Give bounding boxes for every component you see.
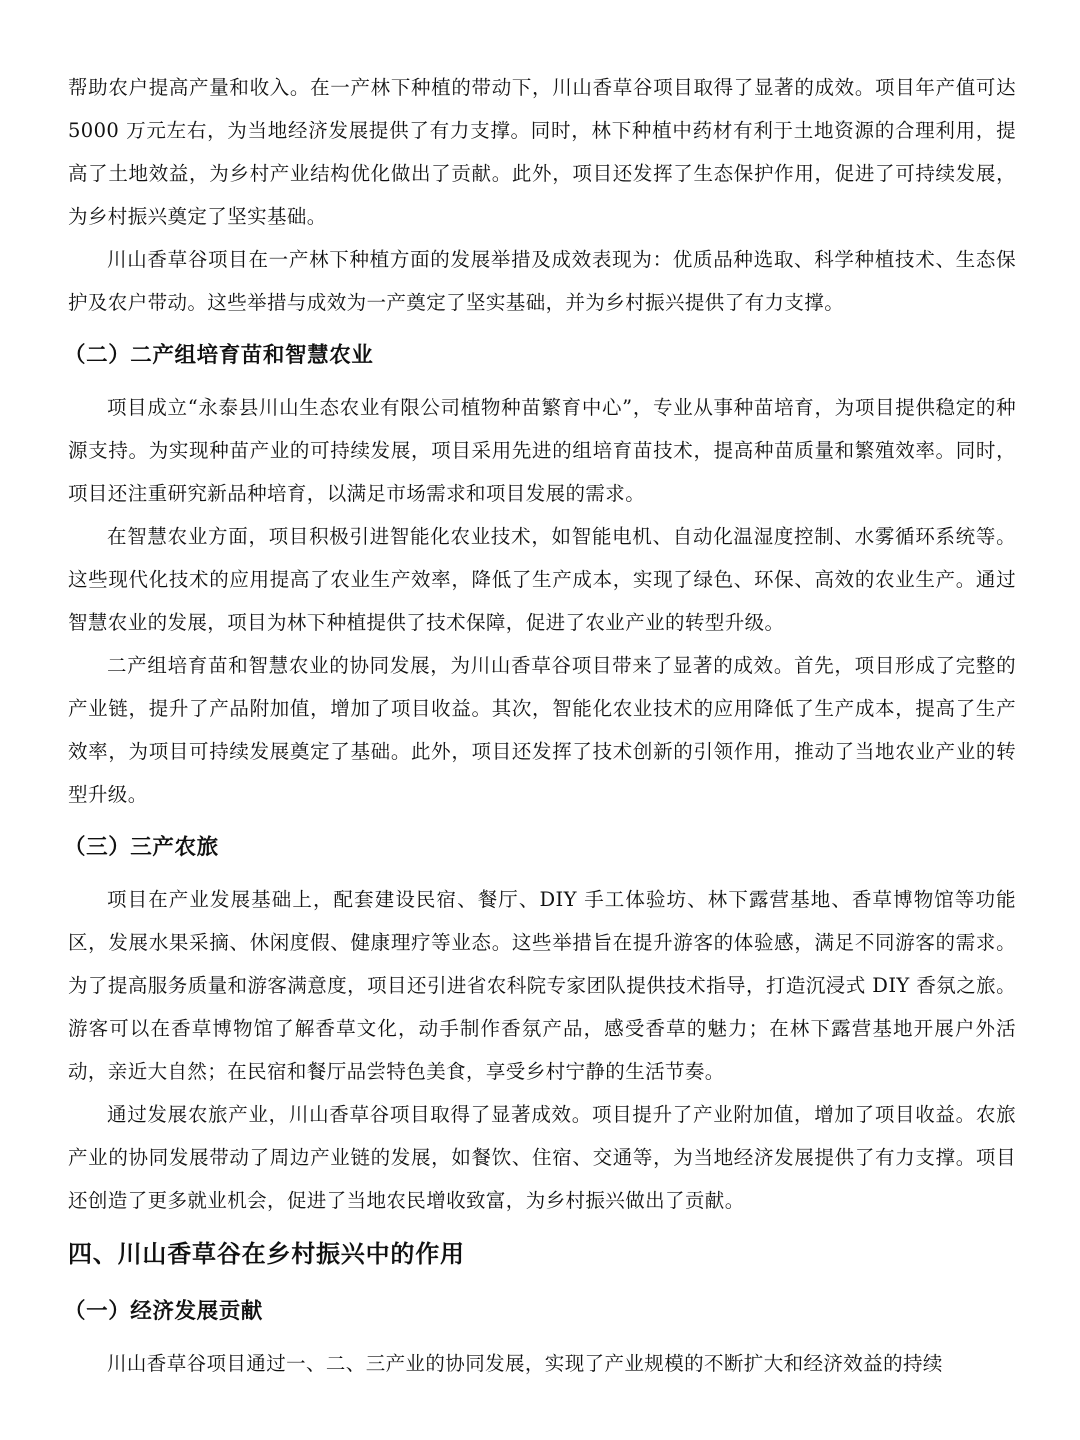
document-page xyxy=(64,66,1016,1385)
paragraph-agritourism-facilities: 项目在产业发展基础上，配套建设民宿、餐厅、DIY 手工体验坊、林下露营基地、香草博物馆等功能区，发展水果采摘、休闲度假、健康理疗等业态。这些举措旨在提升游客的体验感，满足不同游客的需求。为了提高服务质量和游客满意度，项目还引进省农科院专家团队提供技术指导，打造沉浸式 DIY 香氛之旅。游客可以在香草博物馆了解香草文化，动手制作香氛产品，感受香草的魅力；在林下露营基地开展户外活动，亲近大自然；在民宿和餐厅品尝特色美食，享受乡村宁静的生活节奏。 xyxy=(68,888,1016,1083)
subheading-economic-contribution: （一）经济发展贡献 xyxy=(64,1299,263,1324)
paragraph-seedling-center: 项目成立“永泰县川山生态农业有限公司植物种苗繁育中心”，专业从事种苗培育，为项目提供稳定的种源支持。为实现种苗产业的可持续发展，项目采用先进的组培育苗技术，提高种苗质量和繁殖效率。同时，项目还注重研究新品种培育，以满足市场需求和项目发展的需求。 xyxy=(68,396,1016,505)
paragraph-smart-agriculture: 在智慧农业方面，项目积极引进智能化农业技术，如智能电机、自动化温湿度控制、水雾循环系统等。这些现代化技术的应用提高了农业生产效率，降低了生产成本，实现了绿色、环保、高效的农业生产。通过智慧农业的发展，项目为林下种植提供了技术保障，促进了农业产业的转型升级。 xyxy=(68,525,1016,634)
paragraph-secondary-results: 二产组培育苗和智慧农业的协同发展，为川山香草谷项目带来了显著的成效。首先，项目形成了完整的产业链，提升了产品附加值，增加了项目收益。其次，智能化农业技术的应用降低了生产成本，提高了生产效率，为项目可持续发展奠定了基础。此外，项目还发挥了技术创新的引领作用，推动了当地农业产业的转型升级。 xyxy=(68,654,1016,806)
section-heading-rural-revitalization: 四、川山香草谷在乡村振兴中的作用 xyxy=(68,1240,465,1268)
paragraph-agritourism-results: 通过发展农旅产业，川山香草谷项目取得了显著成效。项目提升了产业附加值，增加了项目收益。农旅产业的协同发展带动了周边产业链的发展，如餐饮、住宿、交通等，为当地经济发展提供了有力支撑。项目还创造了更多就业机会，促进了当地农民增收致富，为乡村振兴做出了贡献。 xyxy=(68,1103,1016,1212)
paragraph-continued: 帮助农户提高产量和收入。在一产林下种植的带动下，川山香草谷项目取得了显著的成效。项目年产值可达 5000 万元左右，为当地经济发展提供了有力支撑。同时，林下种植中药材有利于土地资源的合理利用，提高了土地效益，为乡村产业结构优化做出了贡献。此外，项目还发挥了生态保护作用，促进了可持续发展，为乡村振兴奠定了坚实基础。 xyxy=(68,76,1016,228)
paragraph-primary-industry-summary: 川山香草谷项目在一产林下种植方面的发展举措及成效表现为：优质品种选取、科学种植技术、生态保护及农户带动。这些举措与成效为一产奠定了坚实基础，并为乡村振兴提供了有力支撑。 xyxy=(68,248,1016,314)
subheading-tertiary-agritourism: （三）三产农旅 xyxy=(64,835,219,860)
paragraph-economic-contribution: 川山香草谷项目通过一、二、三产业的协同发展，实现了产业规模的不断扩大和经济效益的持续 xyxy=(107,1352,943,1375)
subheading-secondary-industry: （二）二产组培育苗和智慧农业 xyxy=(64,343,374,368)
